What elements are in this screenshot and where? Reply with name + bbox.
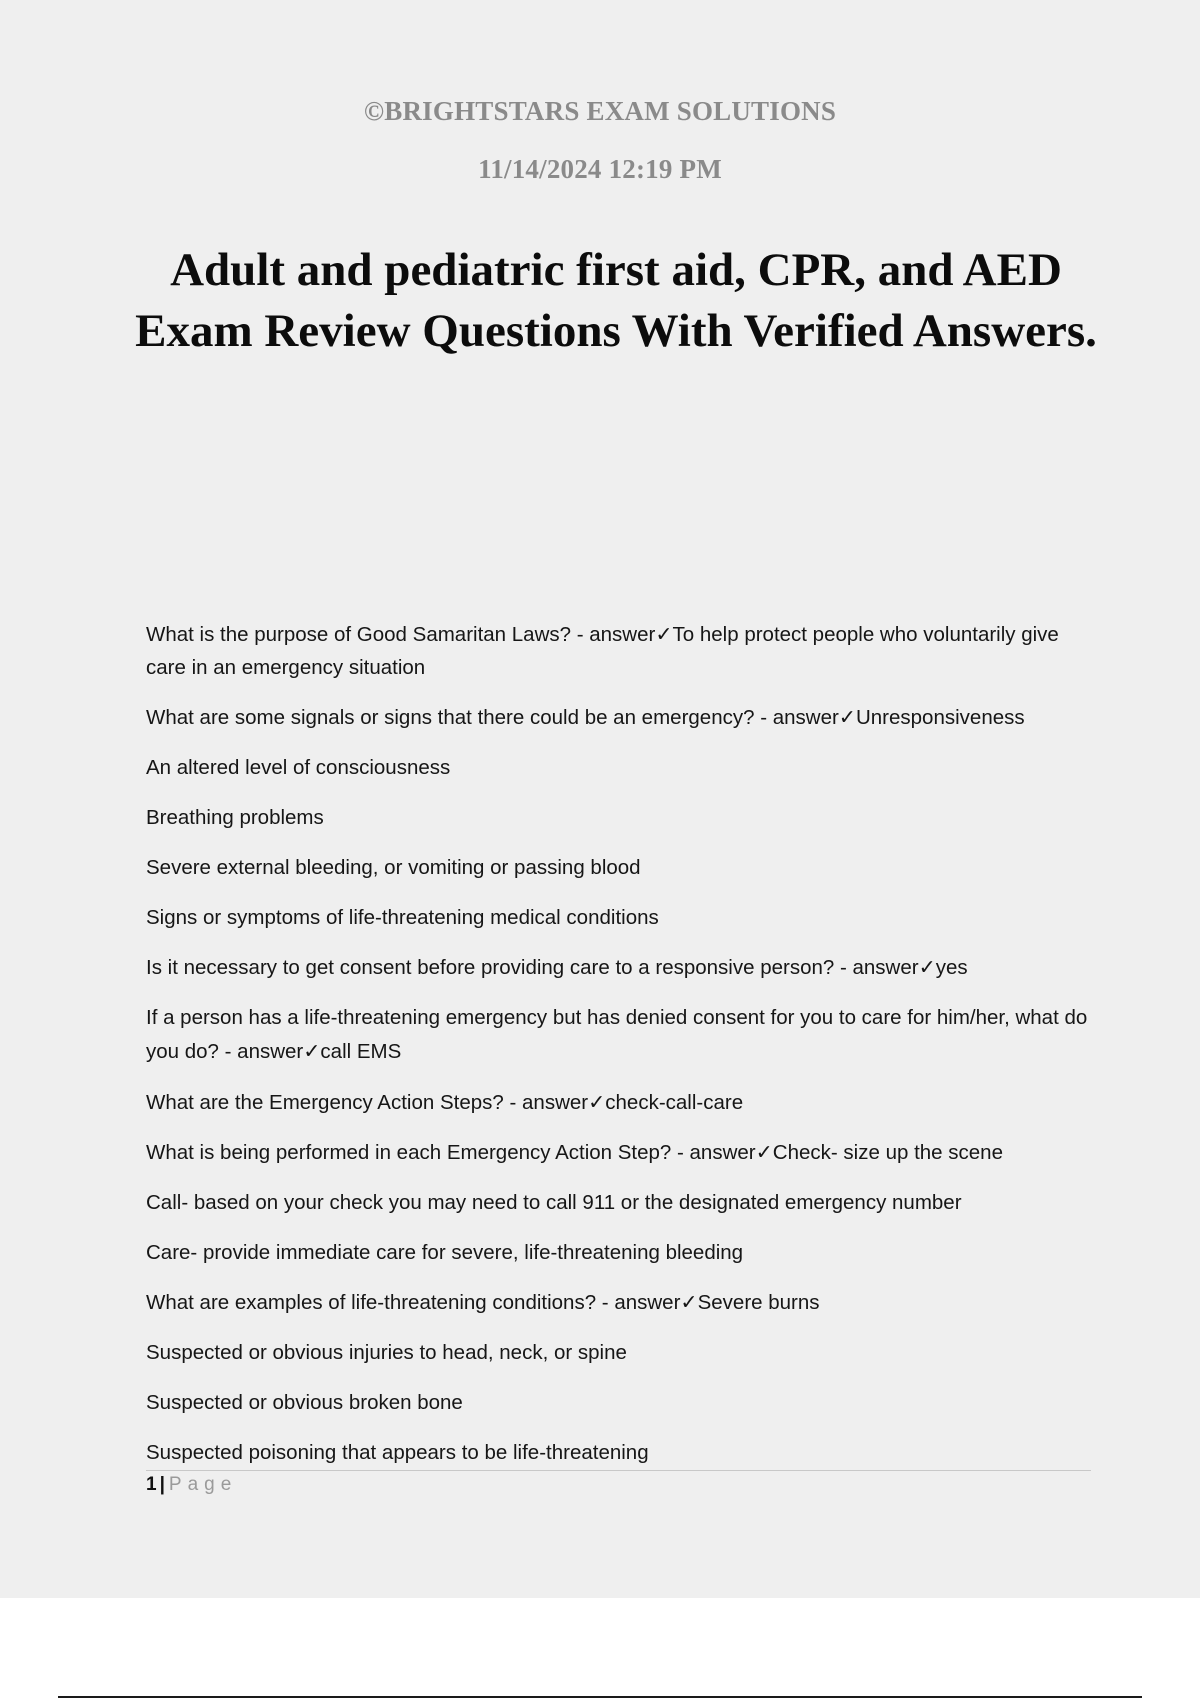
- page-separator: |: [159, 1474, 165, 1495]
- document-body: [146, 618, 1096, 1486]
- paragraph: Breathing problems: [146, 806, 324, 829]
- paragraph: If a person has a life-threatening emergency but has denied consent for you to care for him/her, what do you do? - answer✓call EMS: [146, 1006, 1088, 1063]
- paragraph: An altered level of consciousness: [146, 756, 451, 779]
- page-footer: [146, 1474, 237, 1496]
- paragraph: Is it necessary to get consent before providing care to a responsive person? - answer✓yes: [146, 956, 968, 979]
- paragraph: What are examples of life-threatening conditions? - answer✓Severe burns: [146, 1291, 820, 1314]
- paragraph: What are the Emergency Action Steps? - answer✓check-call-care: [146, 1091, 744, 1114]
- page-number: 1: [146, 1474, 157, 1495]
- copyright-header: ©BRIGHTSTARS EXAM SOLUTIONS: [363, 96, 837, 126]
- paragraph: What is the purpose of Good Samaritan Laws? - answer✓To help protect people who voluntarily give care in an emergency situation: [146, 623, 1059, 679]
- paragraph: Suspected poisoning that appears to be life-threatening: [146, 1441, 649, 1464]
- paragraph: Severe external bleeding, or vomiting or passing blood: [146, 856, 641, 879]
- next-page-rule: [58, 1696, 1142, 1698]
- paragraph: Suspected or obvious broken bone: [146, 1391, 463, 1414]
- paragraph: Call- based on your check you may need to call 911 or the designated emergency number: [146, 1191, 962, 1214]
- document-title: Adult and pediatric first aid, CPR, and AED Exam Review Questions With Verified Answers.: [135, 244, 1097, 357]
- paragraph: Signs or symptoms of life-threatening medical conditions: [146, 906, 659, 929]
- paragraph: What is being performed in each Emergency Action Step? - answer✓Check- size up the scene: [146, 1141, 1003, 1164]
- page-label: Page: [168, 1474, 238, 1495]
- paragraph: Care- provide immediate care for severe, life-threatening bleeding: [146, 1241, 744, 1264]
- paragraph: Suspected or obvious injuries to head, neck, or spine: [146, 1341, 627, 1364]
- timestamp-header: 11/14/2024 12:19 PM: [478, 154, 722, 184]
- paragraph: What are some signals or signs that there could be an emergency? - answer✓Unresponsiveness: [146, 706, 1025, 729]
- footer-divider: [146, 1470, 1091, 1471]
